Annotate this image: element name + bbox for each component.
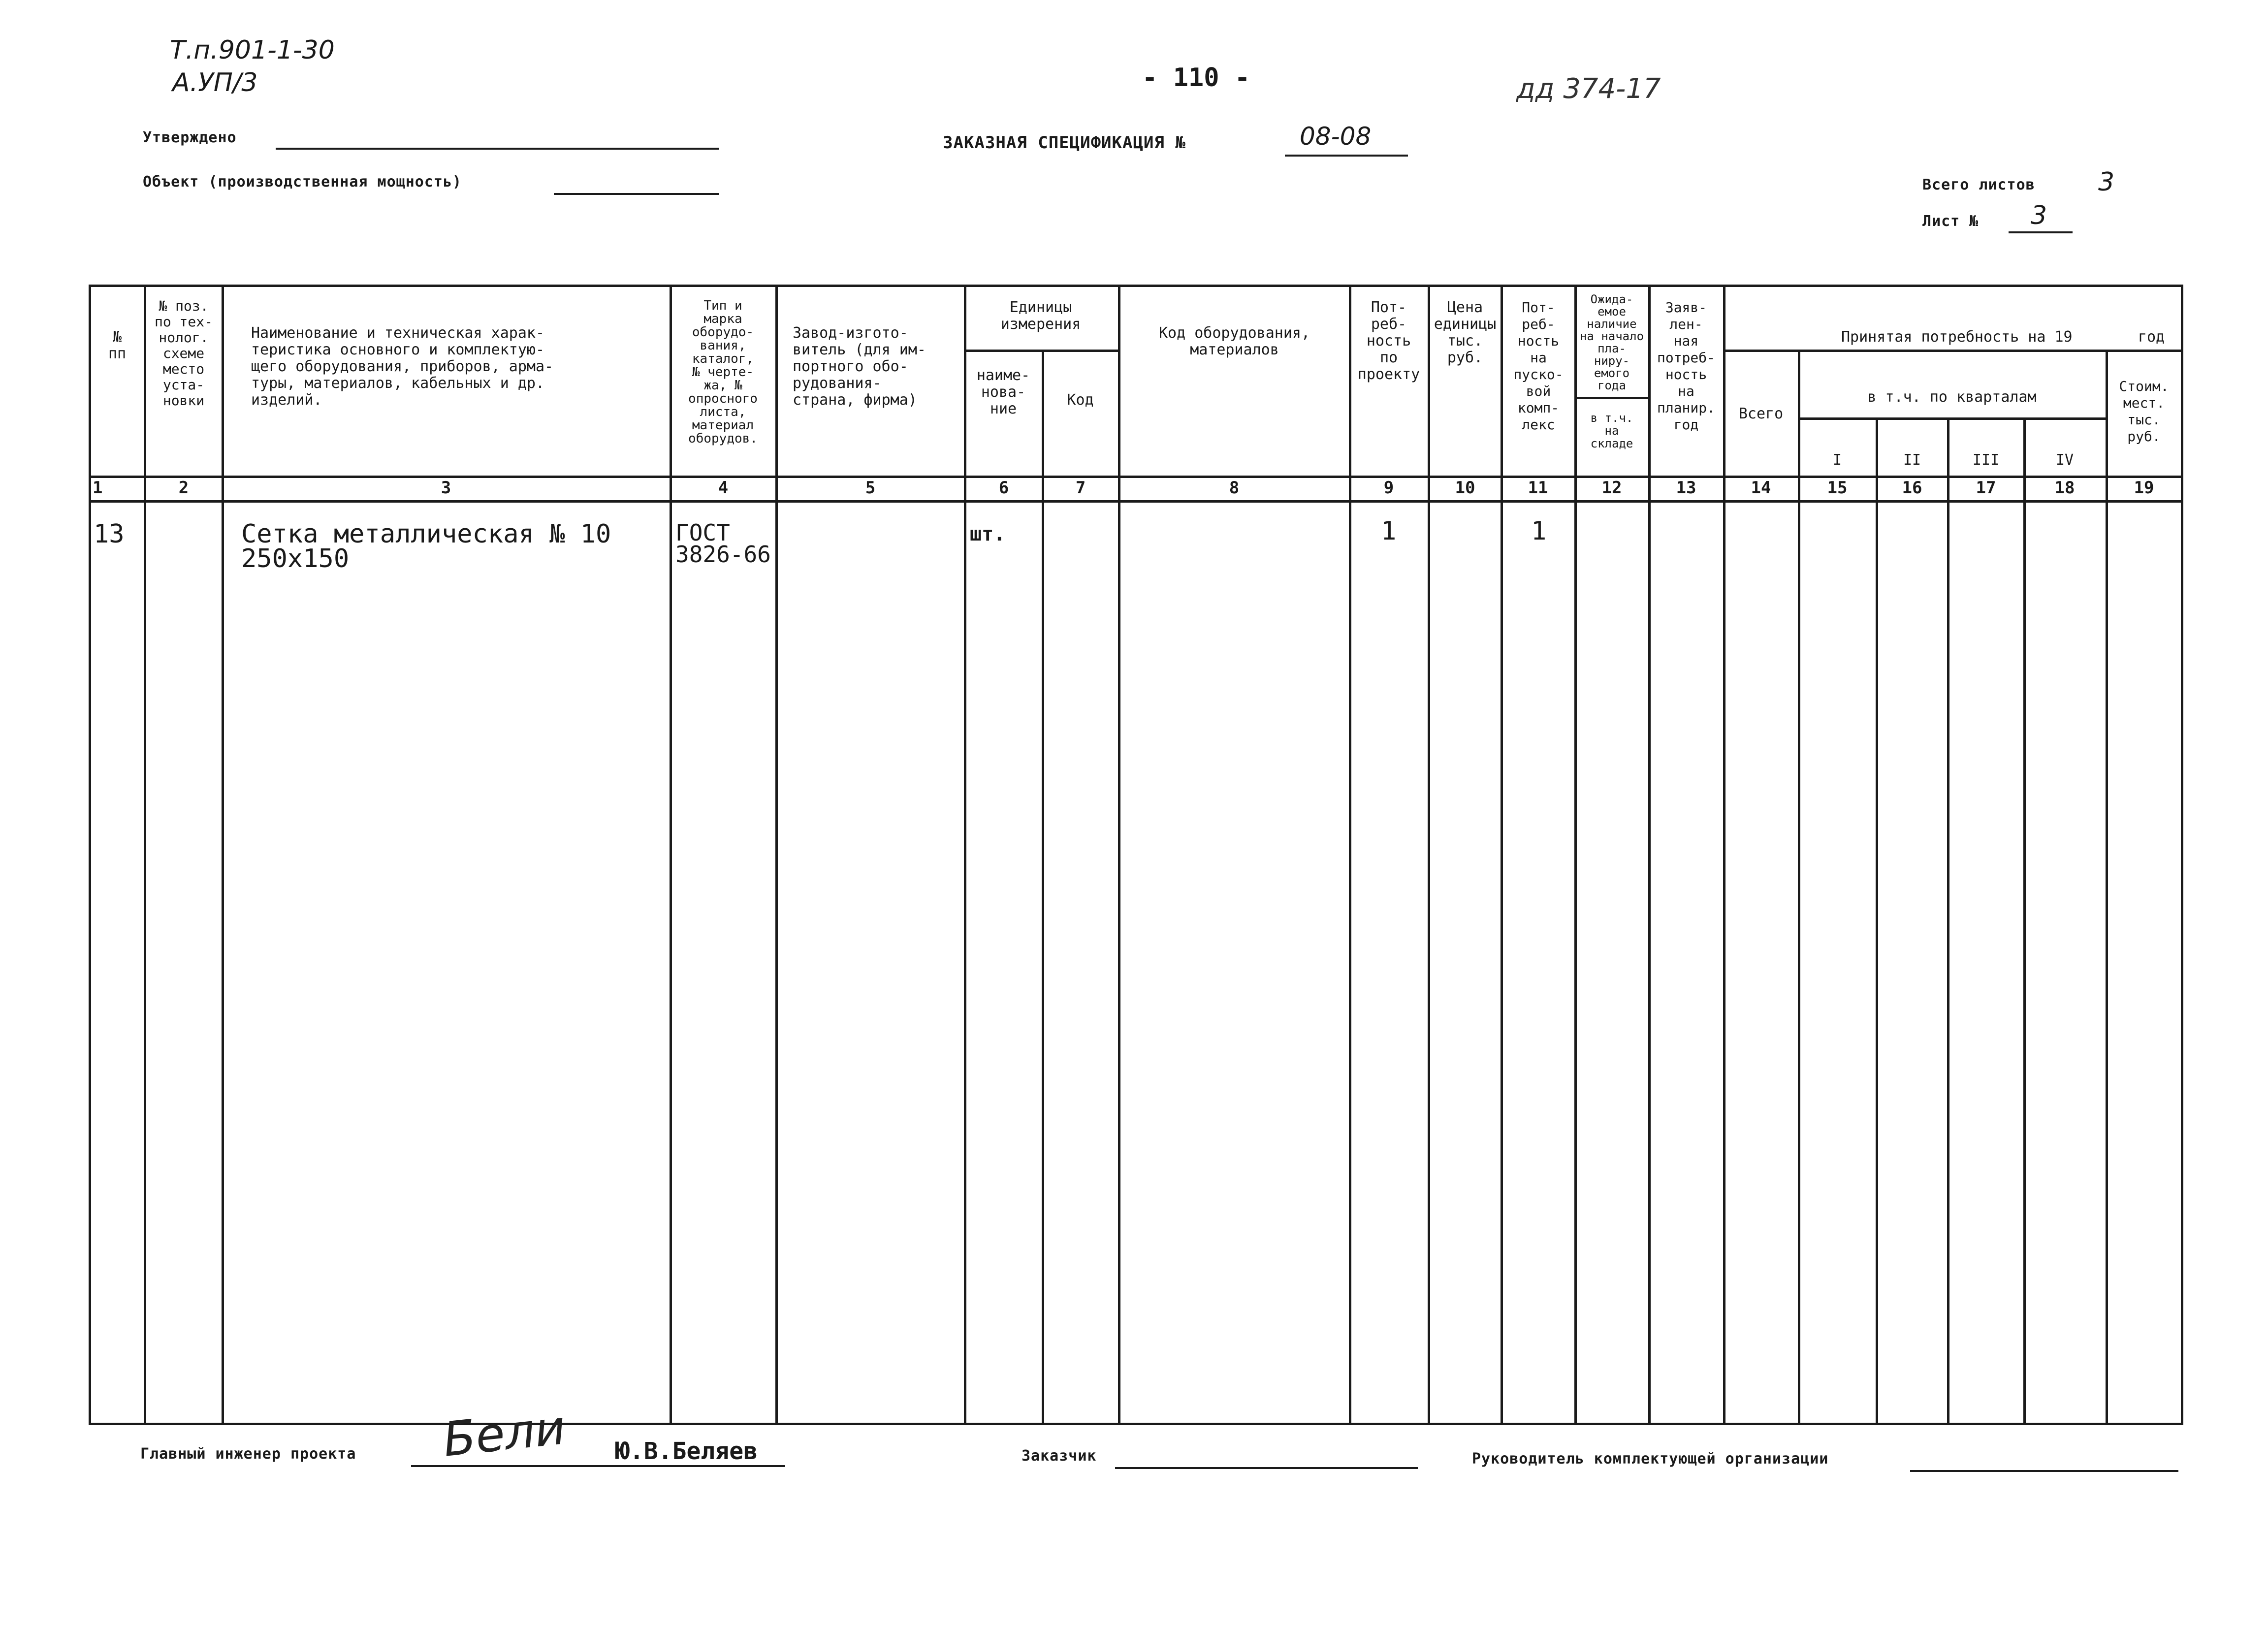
hdr-c12-top: Ожида- емое наличие на начало пла- ниру- емого года — [1579, 293, 1644, 392]
hdr-c9: Пот- реб- ность по проекту — [1357, 299, 1420, 383]
colnum-3: 3 — [441, 478, 451, 498]
hdr-c10: Цена единицы тыс. руб. — [1434, 299, 1497, 366]
hdr-c3: Наименование и техническая харак- теристика основного и комплектую- щего оборудования, приборов, арма- туры, материалов, кабельных и др. изделий. — [251, 325, 554, 409]
spec-number-underline — [1285, 155, 1408, 157]
colnum-9: 9 — [1383, 478, 1394, 498]
head-org-underline — [1910, 1470, 2178, 1472]
table-bottom-border — [89, 1423, 2183, 1425]
colnum-14: 14 — [1751, 478, 1771, 498]
col-border-8 — [1349, 285, 1351, 1425]
colnum-bottom-rule — [89, 500, 2183, 503]
hdr-c5: Завод-изгото- витель (для им- портного обо- рудования- страна, фирма) — [793, 325, 926, 409]
sheets-total-value: 3 — [2098, 167, 2115, 197]
row-1-name: Сетка металлическая № 10 250х150 — [241, 519, 611, 574]
hdr-c6: наиме- нова- ние — [976, 367, 1030, 417]
col-border-13 — [1723, 285, 1725, 1425]
col-border-17 — [2023, 417, 2026, 1425]
unit-group-rule — [964, 350, 1118, 352]
hdr-c11: Пот- реб- ность на пуско- вой комп- лекс — [1513, 299, 1564, 433]
chief-engineer-underline — [411, 1465, 785, 1467]
colnum-6: 6 — [998, 478, 1009, 498]
colnum-17: 17 — [1976, 478, 1996, 498]
hdr-q3: III — [1972, 452, 2000, 469]
chief-engineer-label: Главный инженер проекта — [140, 1445, 356, 1463]
need-group-rule — [1723, 350, 2183, 352]
hdr-c8: Код оборудования, материалов — [1158, 325, 1310, 358]
hdr-c19: Стоим. мест. тыс. руб. — [2119, 378, 2169, 445]
hdr-quarters: в т.ч. по кварталам — [1867, 389, 2037, 406]
hdr-c1: № пп — [108, 329, 127, 362]
object-underline — [554, 193, 719, 195]
col-border-14 — [1798, 350, 1800, 1425]
head-org-label: Руководитель комплектующей организации — [1472, 1450, 1829, 1468]
doc-code-line1: Т.п.901-1-30 — [170, 35, 335, 65]
colnum-4: 4 — [718, 478, 729, 498]
col-border-11 — [1574, 285, 1577, 1425]
hdr-q1: I — [1832, 452, 1842, 469]
colnum-13: 13 — [1676, 478, 1696, 498]
col-border-18 — [2106, 350, 2108, 1425]
hdr-unit-group: Единицы измерения — [1000, 299, 1081, 333]
sheet-label: Лист № — [1922, 213, 1979, 230]
spec-table — [89, 285, 2183, 1425]
sheet-value: 3 — [2031, 201, 2047, 230]
hdr-need-year: год — [2138, 329, 2165, 346]
sheet-underline — [2009, 231, 2073, 233]
hdr-c4: Тип и марка оборудо- вания, каталог, № черте- жа, № опросного листа, материал оборудов. — [688, 299, 758, 446]
col-border-6 — [1042, 350, 1044, 1425]
hdr-c2: № поз. по тех- нолог. схеме место уста- новки — [154, 298, 213, 409]
col-border-12 — [1648, 285, 1651, 1425]
col-border-9 — [1428, 285, 1430, 1425]
col-border-5 — [964, 285, 966, 1425]
colnum-12: 12 — [1601, 478, 1622, 498]
colnum-19: 19 — [2134, 478, 2154, 498]
hdr-q4: IV — [2055, 452, 2074, 469]
approved-underline — [276, 148, 719, 150]
row-1-need-launch: 1 — [1531, 516, 1547, 546]
hdr-need-group: Принятая потребность на 19 — [1841, 329, 2073, 346]
col-border-1 — [144, 285, 146, 1425]
object-label: Объект (производственная мощность) — [143, 173, 462, 191]
row-1-unit: шт. — [970, 523, 1006, 545]
sheets-total-label: Всего листов — [1922, 176, 2035, 193]
quarters-rule — [1798, 417, 2106, 420]
colnum-10: 10 — [1455, 478, 1475, 498]
spec-title: ЗАКАЗНАЯ СПЕЦИФИКАЦИЯ № — [943, 133, 1186, 153]
colnum-11: 11 — [1528, 478, 1548, 498]
colnum-15: 15 — [1827, 478, 1848, 498]
col-border-19 — [2181, 285, 2183, 1425]
c12-split-rule — [1574, 397, 1648, 399]
chief-engineer-name: Ю.В.Беляев — [615, 1437, 758, 1465]
signature: Бели — [440, 1400, 568, 1468]
approved-label: Утверждено — [143, 129, 237, 146]
hdr-c13: Заяв- лен- ная потреб- ность на планир. год — [1657, 299, 1715, 433]
col-border-3 — [670, 285, 672, 1425]
col-border-7 — [1118, 285, 1120, 1425]
customer-underline — [1115, 1467, 1418, 1469]
col-border-4 — [775, 285, 778, 1425]
hdr-q2: II — [1903, 452, 1921, 469]
colnum-2: 2 — [178, 478, 189, 498]
hdr-c14: Всего — [1738, 406, 1784, 422]
colnum-5: 5 — [865, 478, 876, 498]
row-1-need-project: 1 — [1381, 516, 1397, 546]
col-border-15 — [1876, 417, 1878, 1425]
row-1-num: 13 — [94, 519, 125, 549]
colnum-18: 18 — [2054, 478, 2075, 498]
col-border-2 — [222, 285, 224, 1425]
customer-label: Заказчик — [1022, 1447, 1097, 1465]
col-border-10 — [1501, 285, 1503, 1425]
colnum-1: 1 — [93, 478, 103, 498]
colnum-7: 7 — [1075, 478, 1086, 498]
col-border-0 — [89, 285, 91, 1425]
page-number: - 110 - — [1142, 63, 1250, 93]
spec-number: 08-08 — [1300, 122, 1372, 151]
handwritten-ref: дд 374-17 — [1516, 73, 1661, 105]
row-1-type: ГОСТ 3826-66 — [675, 519, 771, 568]
doc-code-line2: А.УП/3 — [172, 68, 258, 97]
hdr-c12-bottom: в т.ч. на складе — [1590, 412, 1633, 450]
colnum-8: 8 — [1229, 478, 1240, 498]
col-border-16 — [1947, 417, 1949, 1425]
table-top-border — [89, 285, 2183, 287]
hdr-c7: Код — [1067, 392, 1094, 409]
colnum-16: 16 — [1902, 478, 1922, 498]
